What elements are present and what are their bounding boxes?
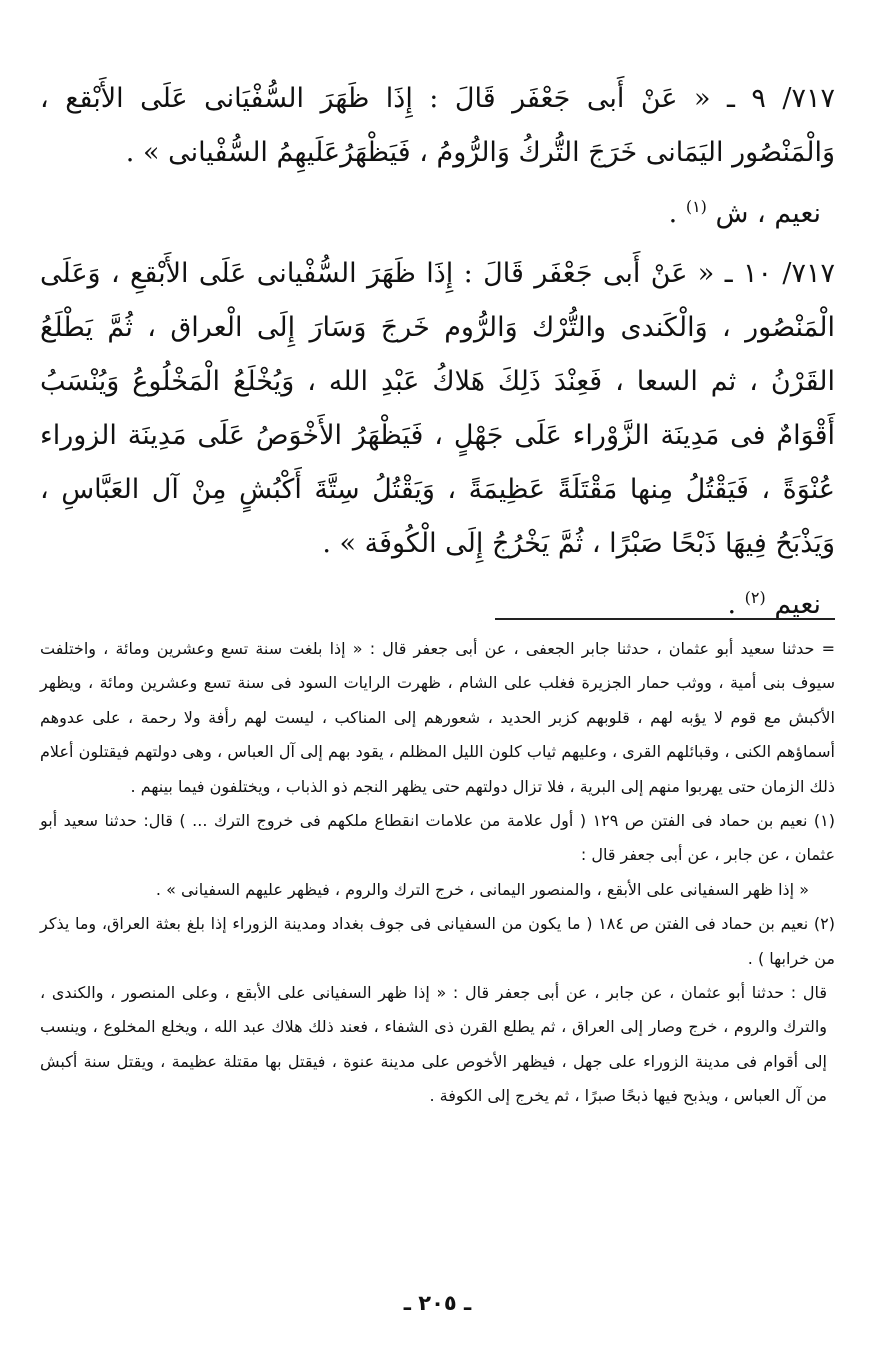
- hadith-entry: [40, 247, 835, 632]
- main-text: [40, 72, 835, 632]
- hadith-entry: [40, 72, 835, 241]
- footnote-1-quote: « إذا ظهر السفيانى على الأبقع ، والمنصور اليمانى ، خرج الترك والروم ، فيظهر عليهم السفيانى » .: [155, 879, 809, 899]
- footnote-ref: (٢): [744, 588, 766, 607]
- hadith-text: ٧١٧/ ١٠ ـ « عَنْ أَبى جَعْفَر قَالَ : إِذَا ظَهَرَ السُّفْيانى عَلَى الأَبْقعِ ، وَعَلَى الْمَنْصُور ، وَالْكَندى والتُّرْك وَالرُّوم خَرجَ وَسَارَ إِلَى الْعراق ، ثُمَّ يَطْلَعُ القَرْنُ ، ثم السعا ، فَعِنْدَ ذَلِكَ هَلاكُ عَبْدِ الله ، وَيُخْلَعُ الْمَخْلُوعُ وَيُنْسَبُ أَقْوَامٌ فى مَدِينَة الزَّوْراء عَلَى جَهْلٍ ، فَيَظْهَرُ الأَخْوَصُ عَلَى مَدِينَة الزوراء عُنْوَةً ، فَيَقْتُلُ مِنها مَقْتَلَةً عَظِيمَةً ، وَيَقْتُلُ سِتَّةَ أَكْبُشٍ مِنْ آل العَبَّاسِ ، وَيَذْبَحُ فِيهَا ذَبْحًا صَبْرًا ، ثُمَّ يَخْرُجُ إِلَى الْكُوفَة » .: [40, 258, 835, 559]
- footnote-2-quote: قال : حدثنا أبو عثمان ، عن جابر ، عن أبى جعفر قال : « إذا ظهر السفيانى على الأبقع ، وعلى المنصور ، والكندى ، والترك والروم ، خرج وصار إلى العراق ، ثم يطلع القرن ذى الشفاء ، فعند ذلك هلاك عبد الله ، ويخلع المخلوع ، وينسب إلى أقوام فى مدينة الزوراء على جهل ، فيظهر الأخوص على مدينة عنوة ، فيقتل بها مقتلة عظيمة ، ويقتل سنة أكبش من آل العباس ، ويذبح فيها ذبحًا صبرًا ، ثم يخرج إلى الكوفة .: [40, 983, 827, 1106]
- book-page: [40, 0, 835, 1361]
- footnote-continuation: = حدثنا سعيد أبو عثمان ، حدثنا جابر الجعفى ، عن أبى جعفر قال : « إذا بلغت سنة تسع وعشرين ومائة ، واختلفت سيوف بنى أمية ، ووثب حمار الجزيرة فغلب على الشام ، ظهرت الرايات السود فى سنة تسع وعشرين ومائة ، ويظهر الأكبش مع قوم لا يؤبه لهم ، قلوبهم كزبر الحديد ، شعورهم إلى المناكب ، ليست لهم رأفة ولا رحمة ، على عدوهم أسماؤهم الكنى ، وقبائلهم القرى ، وعليهم ثياب كلون الليل المظلم ، يقود بهم إلى آل العباس ، وهى دولتهم فيقتلون أعلام ذلك الزمان حتى يهربوا منهم إلى البرية ، فلا تزال دولتهم حتى يظهر النجم ذو الذباب ، ويختلفون فيما بينهم .: [40, 639, 835, 796]
- footnotes: [40, 632, 835, 1114]
- source-end: .: [727, 589, 737, 620]
- source-label: نعيم ، ش: [715, 198, 821, 229]
- footnote-ref: (١): [685, 197, 707, 216]
- page-number: ـ ٢٠٥ ـ: [403, 1291, 472, 1315]
- footnote-separator: [495, 618, 835, 620]
- hadith-text: ٧١٧/ ٩ ـ « عَنْ أَبى جَعْفَر قَالَ : إِذَا ظَهَرَ السُّفْيَانى عَلَى الأَبْقع ، وَالْمَنْصُور اليَمَانى خَرَجَ التُّركُ وَالرُّومُ ، فَيَظْهَرُعَلَيهِمُ السُّفْيانى » .: [40, 83, 835, 168]
- footnote-2: (٢) نعيم بن حماد فى الفتن ص ١٨٤ ( ما يكون من السفيانى فى جوف بغداد ومدينة الزوراء إذا بلغ بعثة العراق، وما يذكر من خرابها ) .: [40, 914, 835, 968]
- hadith-source: [40, 180, 835, 241]
- footnote-1: (١) نعيم بن حماد فى الفتن ص ١٢٩ ( أول علامة من علامات انقطاع ملكهم فى خروج الترك ... ) قال: حدثنا سعيد أبو عثمان ، عن جابر ، عن أبى جعفر قال :: [40, 811, 836, 865]
- source-end: .: [668, 198, 678, 229]
- hadith-source: [40, 571, 835, 632]
- source-label: نعيم: [774, 589, 821, 620]
